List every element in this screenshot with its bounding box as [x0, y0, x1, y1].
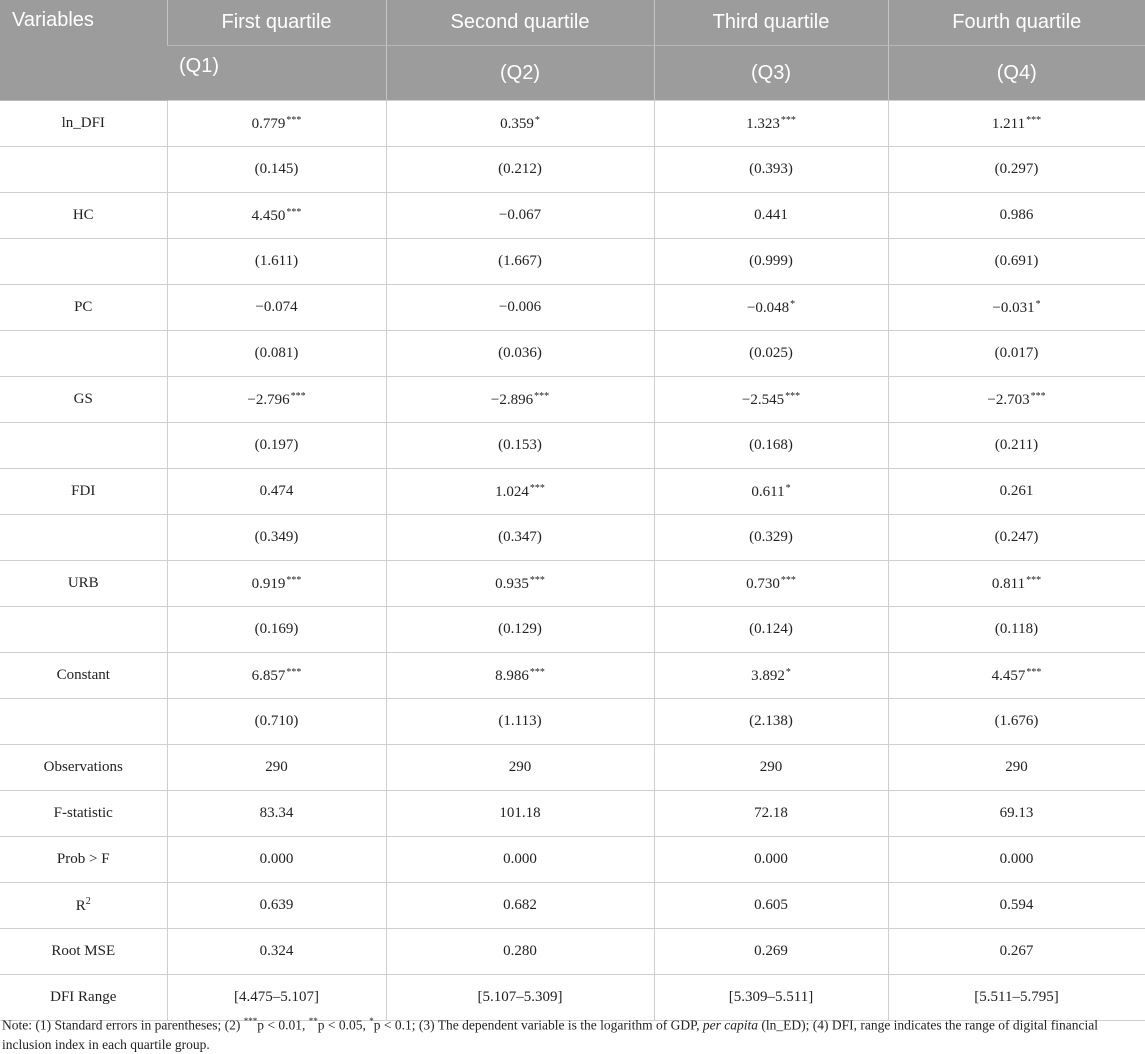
- cell-value: (1.113): [498, 713, 542, 729]
- cell-value: 0.611: [751, 483, 785, 500]
- header-q1-code: (Q1): [167, 46, 386, 101]
- table-cell: [654, 699, 888, 745]
- table-cell: [654, 285, 888, 331]
- cell-value: −2.896: [490, 391, 534, 408]
- table-cell: [386, 331, 654, 377]
- cell-value: (0.710): [254, 713, 299, 729]
- table-cell: [654, 423, 888, 469]
- cell-value: −2.703: [987, 391, 1030, 408]
- header-q4-code: (Q4): [888, 46, 1145, 101]
- cell-value: 290: [508, 759, 532, 775]
- table-cell: [167, 607, 386, 653]
- table-cell: [386, 423, 654, 469]
- table-row: [0, 699, 1145, 745]
- table-cell: [167, 929, 386, 975]
- cell-value: 1.024: [495, 483, 529, 500]
- row-label: [0, 469, 167, 515]
- table-cell: [654, 147, 888, 193]
- table-row: [0, 469, 1145, 515]
- row-label-text: Constant: [56, 667, 110, 683]
- table-cell: [654, 561, 888, 607]
- table-cell: [167, 193, 386, 239]
- table-row: [0, 515, 1145, 561]
- row-label-text: R: [75, 898, 86, 914]
- cell-value: (0.691): [994, 253, 1039, 269]
- cell-value: (0.081): [254, 345, 299, 361]
- row-label: [0, 285, 167, 331]
- header-row-codes: [0, 46, 1145, 101]
- header-q1-title: First quartile: [167, 0, 386, 46]
- cell-value: 83.34: [259, 805, 294, 821]
- table-cell: [386, 653, 654, 699]
- table-cell: [386, 285, 654, 331]
- header-q2-code: (Q2): [386, 46, 654, 101]
- row-label: [0, 515, 167, 561]
- significance-stars: ***: [1030, 390, 1046, 402]
- cell-value: (0.347): [498, 529, 542, 545]
- significance-stars: ***: [286, 114, 302, 126]
- row-label-text: FDI: [71, 483, 96, 499]
- cell-value: [4.475–5.107]: [234, 989, 319, 1005]
- cell-value: (0.211): [994, 437, 1039, 453]
- table-cell: [386, 745, 654, 791]
- cell-value: 0.986: [999, 207, 1034, 223]
- cell-value: 101.18: [499, 805, 541, 821]
- cell-value: −0.031: [992, 299, 1035, 316]
- cell-value: 0.000: [259, 851, 294, 867]
- header-variables: Variables: [0, 0, 167, 101]
- cell-value: 0.594: [999, 897, 1034, 913]
- table-cell: [654, 239, 888, 285]
- row-label-text: PC: [74, 299, 93, 315]
- table-row: [0, 837, 1145, 883]
- cell-value: 0.605: [754, 897, 788, 913]
- table-cell: [888, 331, 1145, 377]
- cell-value: (0.999): [749, 253, 793, 269]
- cell-value: 0.267: [999, 943, 1034, 959]
- row-label-superscript: 2: [85, 896, 91, 907]
- row-label-text: URB: [67, 575, 99, 591]
- significance-stars: ***: [534, 390, 550, 402]
- table-cell: [888, 883, 1145, 929]
- table-cell: [386, 515, 654, 561]
- table-cell: [167, 837, 386, 883]
- cell-value: (0.153): [498, 437, 542, 453]
- cell-value: 4.450: [251, 207, 286, 224]
- row-label: [0, 331, 167, 377]
- cell-value: (0.297): [994, 161, 1039, 177]
- table-cell: [386, 791, 654, 837]
- cell-value: (0.329): [749, 529, 793, 545]
- table-cell: [167, 377, 386, 423]
- table-cell: [654, 745, 888, 791]
- cell-value: (0.247): [994, 529, 1039, 545]
- cell-value: (1.667): [498, 253, 542, 269]
- table-cell: [654, 653, 888, 699]
- table-cell: [386, 193, 654, 239]
- table-row: [0, 285, 1145, 331]
- cell-value: 4.457: [991, 667, 1026, 684]
- table-cell: [386, 561, 654, 607]
- row-label-text: DFI Range: [50, 989, 117, 1005]
- significance-stars: ***: [286, 206, 302, 218]
- row-label-text: Observations: [43, 759, 123, 775]
- significance-stars: *: [785, 666, 791, 678]
- table-cell: [386, 239, 654, 285]
- cell-value: (0.129): [498, 621, 542, 637]
- table-cell: [888, 837, 1145, 883]
- cell-value: (0.168): [749, 437, 793, 453]
- significance-stars: ***: [1026, 114, 1042, 126]
- table-cell: [386, 607, 654, 653]
- table-row: [0, 653, 1145, 699]
- table-cell: [167, 699, 386, 745]
- cell-value: 0.359: [500, 115, 534, 132]
- table-cell: [888, 147, 1145, 193]
- table-cell: [888, 515, 1145, 561]
- note-text-5: (ln_ED); (4) DFI, range indicates the range of digital financial inclusion index in each quartile group.: [2, 1017, 1098, 1052]
- table-cell: [888, 469, 1145, 515]
- table-cell: [888, 239, 1145, 285]
- table-cell: [386, 101, 654, 147]
- significance-stars: ***: [780, 114, 796, 126]
- cell-value: (0.212): [498, 161, 542, 177]
- cell-value: (0.036): [498, 345, 542, 361]
- table-cell: [888, 193, 1145, 239]
- row-label: [0, 745, 167, 791]
- cell-value: 1.323: [746, 115, 780, 132]
- cell-value: 0.682: [503, 897, 537, 913]
- cell-value: (0.017): [994, 345, 1039, 361]
- cell-value: −0.074: [255, 299, 298, 315]
- significance-stars: ***: [1026, 666, 1042, 678]
- cell-value: 0.261: [999, 483, 1034, 499]
- header-row-titles: [0, 0, 1145, 46]
- note-text-1: Note: (1) Standard errors in parentheses; (2): [2, 1017, 244, 1033]
- row-label-text: GS: [73, 391, 93, 407]
- table-cell: [654, 837, 888, 883]
- cell-value: 0.000: [754, 851, 788, 867]
- cell-value: 0.474: [259, 483, 294, 499]
- table-body: [0, 101, 1145, 1021]
- table-cell: [888, 101, 1145, 147]
- significance-stars: ***: [529, 666, 545, 678]
- row-label: [0, 607, 167, 653]
- row-label: [0, 883, 167, 929]
- table-cell: [654, 883, 888, 929]
- row-label: [0, 837, 167, 883]
- cell-value: 8.986: [495, 667, 529, 684]
- cell-value: (0.118): [994, 621, 1039, 637]
- table-cell: [386, 699, 654, 745]
- table-cell: [888, 929, 1145, 975]
- note-text-2: p < 0.01,: [257, 1017, 309, 1033]
- table-cell: [167, 469, 386, 515]
- header-q4-title: Fourth quartile: [888, 0, 1145, 46]
- table-cell: [654, 607, 888, 653]
- cell-value: 1.211: [991, 115, 1026, 132]
- cell-value: 290: [1005, 759, 1028, 775]
- row-label-text: ln_DFI: [61, 115, 105, 131]
- table-cell: [888, 607, 1145, 653]
- row-label: [0, 193, 167, 239]
- cell-value: 0.919: [251, 575, 286, 592]
- table-cell: [167, 423, 386, 469]
- cell-value: [5.107–5.309]: [477, 989, 563, 1005]
- row-label: [0, 239, 167, 285]
- table-cell: [167, 285, 386, 331]
- note-text-4: p < 0.1; (3) The dependent variable is the logarithm of GDP,: [373, 1017, 703, 1033]
- note-italic: per capita: [702, 1017, 758, 1033]
- header-q2-title: Second quartile: [386, 0, 654, 46]
- row-label: [0, 101, 167, 147]
- significance-stars: ***: [286, 666, 302, 678]
- row-label-text: F-statistic: [53, 805, 113, 821]
- table-cell: [167, 791, 386, 837]
- cell-value: (0.169): [254, 621, 299, 637]
- cell-value: −0.006: [498, 299, 542, 315]
- significance-stars: ***: [286, 574, 302, 586]
- table-cell: [386, 469, 654, 515]
- cell-value: 0.269: [754, 943, 788, 959]
- significance-stars: *: [790, 298, 796, 310]
- table-cell: [167, 745, 386, 791]
- note-text-3: p < 0.05,: [317, 1017, 370, 1033]
- table-cell: [888, 377, 1145, 423]
- row-label-text: HC: [72, 207, 94, 223]
- cell-value: 69.13: [999, 805, 1034, 821]
- significance-stars: ***: [780, 574, 796, 586]
- cell-value: (2.138): [749, 713, 793, 729]
- table-row: [0, 423, 1145, 469]
- note-sig-3: *: [369, 1016, 374, 1026]
- table-cell: [654, 469, 888, 515]
- cell-value: (1.611): [254, 253, 299, 269]
- table-cell: [167, 561, 386, 607]
- table-cell: [654, 377, 888, 423]
- table-cell: [888, 423, 1145, 469]
- cell-value: −0.048: [746, 299, 790, 316]
- cell-value: (0.349): [254, 529, 299, 545]
- row-label: [0, 699, 167, 745]
- cell-value: 0.779: [251, 115, 286, 132]
- cell-value: (0.025): [749, 345, 793, 361]
- table-cell: [167, 147, 386, 193]
- table-cell: [888, 285, 1145, 331]
- cell-value: (0.145): [254, 161, 299, 177]
- row-label: [0, 653, 167, 699]
- table-header: [0, 0, 1145, 101]
- table-cell: [888, 699, 1145, 745]
- table-row: [0, 101, 1145, 147]
- table-row: [0, 193, 1145, 239]
- table-cell: [167, 653, 386, 699]
- table-row: [0, 745, 1145, 791]
- table-cell: [654, 101, 888, 147]
- row-label: [0, 561, 167, 607]
- cell-value: 0.730: [746, 575, 780, 592]
- table-note: [2, 1012, 1142, 1054]
- significance-stars: ***: [1026, 574, 1042, 586]
- table-row: [0, 239, 1145, 285]
- note-sig-2: **: [308, 1016, 318, 1026]
- table-cell: [654, 331, 888, 377]
- table-cell: [386, 147, 654, 193]
- cell-value: 0.280: [503, 943, 537, 959]
- table-cell: [167, 515, 386, 561]
- significance-stars: *: [1035, 298, 1041, 310]
- significance-stars: ***: [529, 482, 545, 494]
- cell-value: [5.511–5.795]: [974, 989, 1059, 1005]
- table-row: [0, 883, 1145, 929]
- table-cell: [167, 239, 386, 285]
- cell-value: 0.441: [754, 207, 788, 223]
- cell-value: 6.857: [251, 667, 286, 684]
- table-cell: [386, 929, 654, 975]
- cell-value: (1.676): [994, 713, 1039, 729]
- table-row: [0, 377, 1145, 423]
- row-label: [0, 423, 167, 469]
- cell-value: −0.067: [498, 207, 542, 223]
- table-row: [0, 331, 1145, 377]
- cell-value: (0.124): [749, 621, 793, 637]
- table-cell: [888, 791, 1145, 837]
- header-q3-code: (Q3): [654, 46, 888, 101]
- cell-value: −2.545: [741, 391, 785, 408]
- table-cell: [888, 745, 1145, 791]
- table-cell: [888, 561, 1145, 607]
- cell-value: −2.796: [247, 391, 290, 408]
- cell-value: 0.811: [991, 575, 1026, 592]
- cell-value: 0.000: [999, 851, 1034, 867]
- cell-value: 0.935: [495, 575, 529, 592]
- cell-value: (0.393): [749, 161, 793, 177]
- row-label-text: Root MSE: [51, 943, 116, 959]
- table-cell: [386, 377, 654, 423]
- cell-value: 3.892: [751, 667, 785, 684]
- table-cell: [654, 791, 888, 837]
- table-cell: [654, 193, 888, 239]
- cell-value: 290: [265, 759, 288, 775]
- table-cell: [654, 515, 888, 561]
- cell-value: 0.000: [503, 851, 537, 867]
- cell-value: (0.197): [254, 437, 299, 453]
- table-cell: [167, 883, 386, 929]
- cell-value: 0.639: [259, 897, 294, 913]
- table-cell: [167, 331, 386, 377]
- significance-stars: *: [534, 114, 540, 126]
- row-label: [0, 377, 167, 423]
- row-label: [0, 791, 167, 837]
- header-q3-title: Third quartile: [654, 0, 888, 46]
- significance-stars: ***: [785, 390, 801, 402]
- cell-value: 0.324: [259, 943, 294, 959]
- note-sig-1: ***: [243, 1016, 258, 1026]
- cell-value: 72.18: [754, 805, 788, 821]
- row-label-text: Prob > F: [56, 851, 110, 867]
- cell-value: 290: [759, 759, 783, 775]
- table-cell: [888, 653, 1145, 699]
- table-row: [0, 929, 1145, 975]
- table-row: [0, 561, 1145, 607]
- table-cell: [386, 883, 654, 929]
- significance-stars: ***: [290, 390, 306, 402]
- table-row: [0, 607, 1145, 653]
- row-label: [0, 147, 167, 193]
- table-cell: [386, 837, 654, 883]
- table-cell: [654, 929, 888, 975]
- row-label: [0, 929, 167, 975]
- significance-stars: *: [785, 482, 791, 494]
- table-row: [0, 791, 1145, 837]
- table-cell: [167, 101, 386, 147]
- significance-stars: ***: [529, 574, 545, 586]
- cell-value: [5.309–5.511]: [728, 989, 814, 1005]
- table-row: [0, 147, 1145, 193]
